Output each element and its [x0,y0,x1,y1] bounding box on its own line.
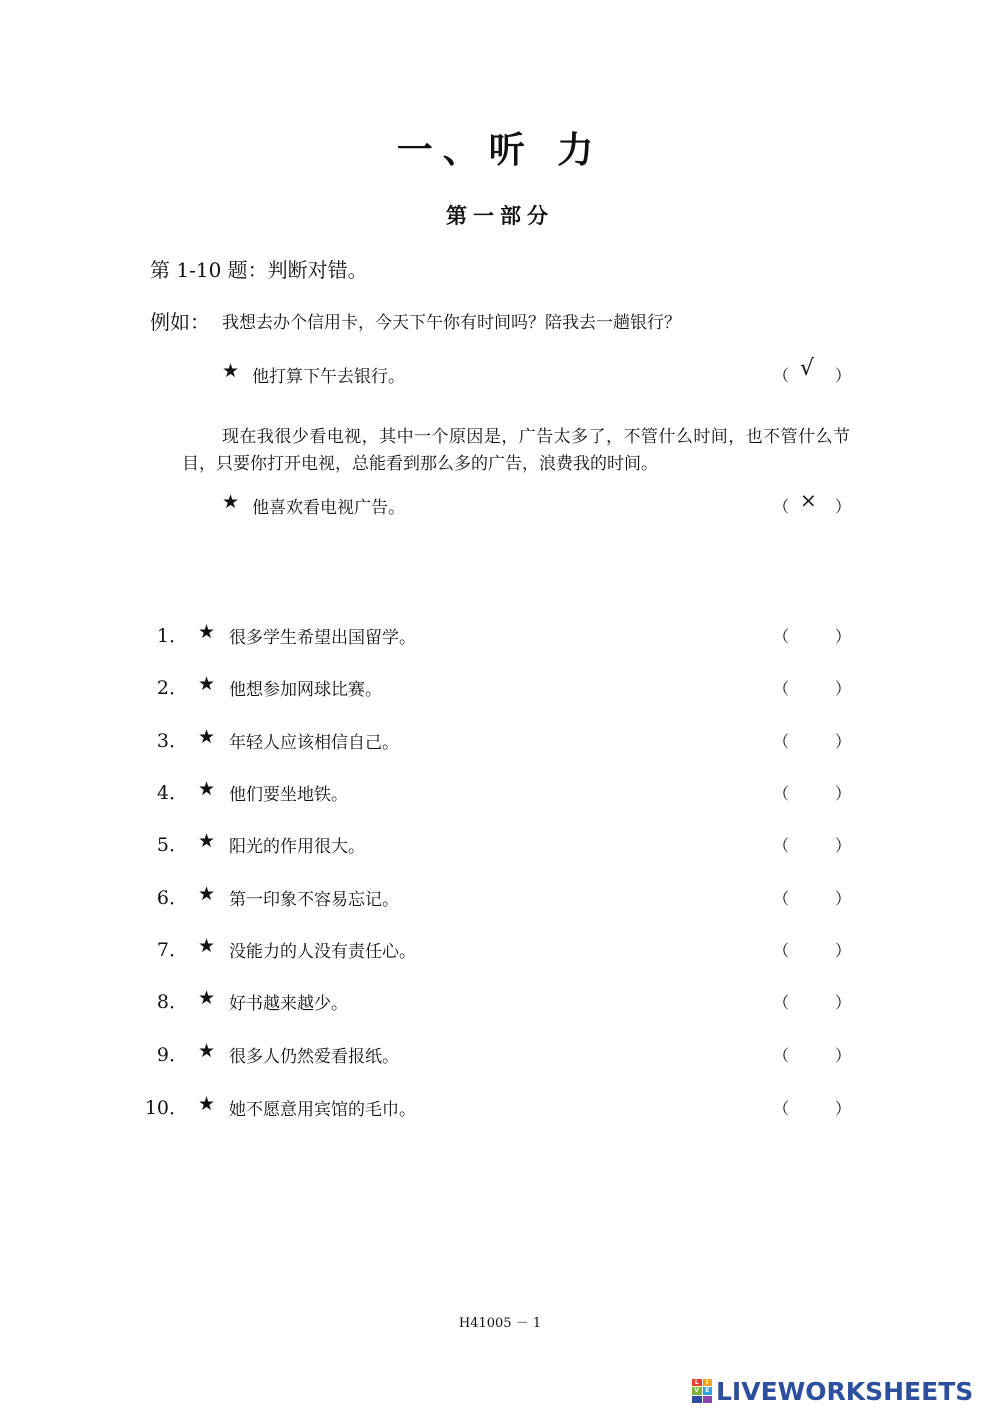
check-mark-icon: √ [800,356,815,381]
logo-text: LIVEWORKSHEETS [716,1376,974,1406]
answer-blank-right[interactable]: ） [835,732,852,751]
question-row [0,883,1000,913]
question-number: 7． [156,939,188,961]
question-number: 3． [156,730,188,752]
example-paragraph: 现在我很少看电视，其中一个原因是，广告太多了，不管什么时间，也不管什么节目，只要你打开电视，总能看到那么多的广告，浪费我的时间。 [182,427,850,474]
question-row [0,1040,1000,1070]
logo-cell: I [703,1379,713,1386]
star-icon: ★ [198,883,216,905]
answer-blank-left[interactable]: （ [773,941,790,960]
answer-blank-left[interactable]: （ [773,993,790,1012]
question-row [0,935,1000,965]
answer-blank-left[interactable]: （ [773,679,790,698]
answer-blank-right[interactable]: ） [835,784,852,803]
answer-blank-right[interactable]: ） [835,627,852,646]
instruction-text: 第 1-10 题：判断对错。 [150,258,368,282]
answer-blank-right[interactable]: ） [835,836,852,855]
example-statement-2: 他喜欢看电视广告。 [252,498,405,518]
logo-cell: V [692,1387,702,1394]
question-row [0,673,1000,703]
question-statement: 没能力的人没有责任心。 [229,942,416,962]
answer-blank-left[interactable]: （ [773,1046,790,1065]
question-statement: 第一印象不容易忘记。 [229,890,399,910]
question-statement: 年轻人应该相信自己。 [229,733,399,753]
answer-blank-right[interactable]: ） [835,679,852,698]
answer-blank-right[interactable]: ） [835,1046,852,1065]
question-row [0,1093,1000,1123]
question-row [0,987,1000,1017]
cross-mark-icon: × [800,488,817,512]
question-statement: 很多人仍然爱看报纸。 [229,1047,399,1067]
answer-blank-left[interactable]: （ [773,627,790,646]
answer-blank-right[interactable]: ） [835,1099,852,1118]
question-statement: 阳光的作用很大。 [229,837,365,857]
paren-left: （ [773,366,790,385]
page-footer: H41005 － 1 [458,1316,542,1331]
question-number: 8． [156,991,188,1013]
logo-grid-icon [692,1379,712,1403]
example-text: 我想去办个信用卡，今天下午你有时间吗？陪我去一趟银行？ [222,313,681,333]
question-number: 5． [156,834,188,856]
section-subtitle: 第一部分 [446,203,554,228]
star-icon: ★ [198,1093,216,1115]
answer-blank-left[interactable]: （ [773,784,790,803]
star-icon: ★ [198,778,216,800]
logo-cell: E [703,1387,713,1394]
logo-cell [703,1396,713,1403]
example-label: 例如： [150,310,210,334]
question-number: 2． [156,677,188,699]
example-statement: 他打算下午去银行。 [252,367,405,387]
question-row [0,621,1000,651]
question-number: 1． [156,625,188,647]
answer-blank-left[interactable]: （ [773,732,790,751]
star-icon: ★ [198,726,216,748]
answer-blank-left[interactable]: （ [773,889,790,908]
question-row [0,778,1000,808]
star-icon: ★ [198,935,216,957]
answer-blank-right[interactable]: ） [835,941,852,960]
star-icon: ★ [198,621,216,643]
question-statement: 她不愿意用宾馆的毛巾。 [229,1100,416,1120]
answer-blank-left[interactable]: （ [773,1099,790,1118]
star-icon: ★ [222,360,240,382]
star-icon: ★ [198,1040,216,1062]
question-row [0,830,1000,860]
answer-blank-right[interactable]: ） [835,993,852,1012]
paren-right: ） [835,497,852,516]
question-statement: 很多学生希望出国留学。 [229,628,416,648]
answer-blank-right[interactable]: ） [835,889,852,908]
paren-left: （ [773,497,790,516]
question-number: 6． [156,887,188,909]
star-icon: ★ [198,673,216,695]
logo-cell: L [692,1379,702,1386]
liveworksheets-logo[interactable] [692,1378,973,1404]
question-number: 10． [144,1097,188,1119]
star-icon: ★ [222,491,240,513]
question-number: 4． [156,782,188,804]
paren-right: ） [835,366,852,385]
question-number: 9． [156,1044,188,1066]
question-statement: 他想参加网球比赛。 [229,680,382,700]
star-icon: ★ [198,830,216,852]
question-statement: 他们要坐地铁。 [229,785,348,805]
question-row [0,726,1000,756]
logo-cell [692,1396,702,1403]
answer-blank-left[interactable]: （ [773,836,790,855]
page-title: 一、听 力 [396,129,604,171]
question-statement: 好书越来越少。 [229,994,348,1014]
star-icon: ★ [198,987,216,1009]
